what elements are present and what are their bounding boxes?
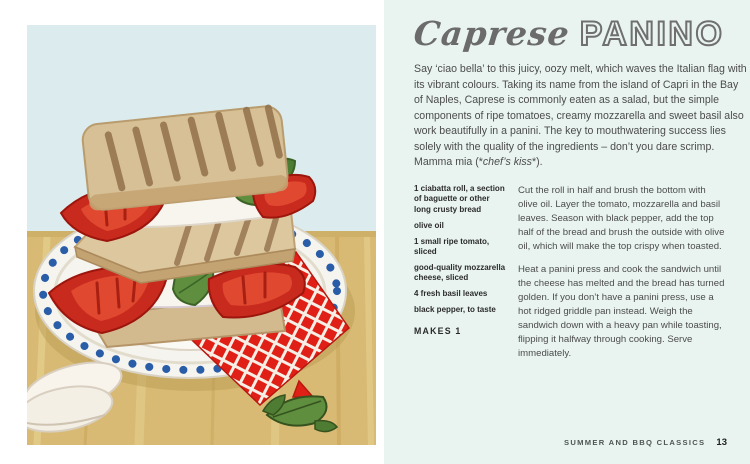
ingredient-item: 1 ciabatta roll, a section of baguette or other long crusty bread xyxy=(414,183,505,214)
intro-italic-text: chef’s kiss xyxy=(482,156,532,169)
panino-stack xyxy=(49,105,315,347)
ingredients-list xyxy=(414,184,507,370)
ingredient-item: good-quality mozzarella cheese, sliced xyxy=(414,262,506,283)
panino-illustration-svg xyxy=(27,25,376,445)
recipe-title xyxy=(411,14,728,54)
ingredient-item: 1 small ripe tomato, sliced xyxy=(414,236,490,256)
recipe-body xyxy=(414,184,728,370)
method-step: Cut the roll in half and brush the bottom with olive oil. Layer the tomato, mozzarella and basil leaves. Season with black pepper, add the top half of the bread and brush the outside with olive oil, which will make the top crispy when toasted. xyxy=(518,184,725,252)
makes-label: MAKES 1 xyxy=(414,326,462,337)
method-steps xyxy=(518,184,728,370)
ingredient-item: black pepper, to taste xyxy=(414,304,496,314)
intro-text: Say ‘ciao bella’ to this juicy, oozy melt, which waves the Italian flag with its vibrant colours. Taking its name from the island of Capri in the Bay of Naples, Caprese is commonly eaten as a salad, but the simple components of ripe tomatoes, creamy mozzarella and sweet basil also work beautifully in a panini. The key to mouthwatering success lies solely with the quality of the ingredients – don’t you dare scrimp. Mamma mia (* xyxy=(414,63,747,169)
method-step: Heat a panini press and cook the sandwich until the cheese has melted and the bread has turned golden. If you don’t have a panini press, use a hot ridged griddle pan instead. Weigh the sandwich down with a heavy pan while toasting, flipping it halfway through cooking. Serve immediately. xyxy=(518,263,725,359)
page-footer xyxy=(564,437,727,448)
recipe-intro xyxy=(414,62,748,171)
ingredient-item: olive oil xyxy=(414,220,444,230)
panino-illustration xyxy=(27,25,376,445)
recipe-title-block: PANINO xyxy=(579,15,725,53)
page-number: 13 xyxy=(716,437,727,448)
right-page xyxy=(384,0,750,464)
recipe-title-script: Caprese xyxy=(411,14,572,53)
chapter-label: SUMMER AND BBQ CLASSICS xyxy=(564,438,706,447)
intro-text-end: *). xyxy=(531,156,543,169)
ingredient-item: 4 fresh basil leaves xyxy=(414,289,488,299)
